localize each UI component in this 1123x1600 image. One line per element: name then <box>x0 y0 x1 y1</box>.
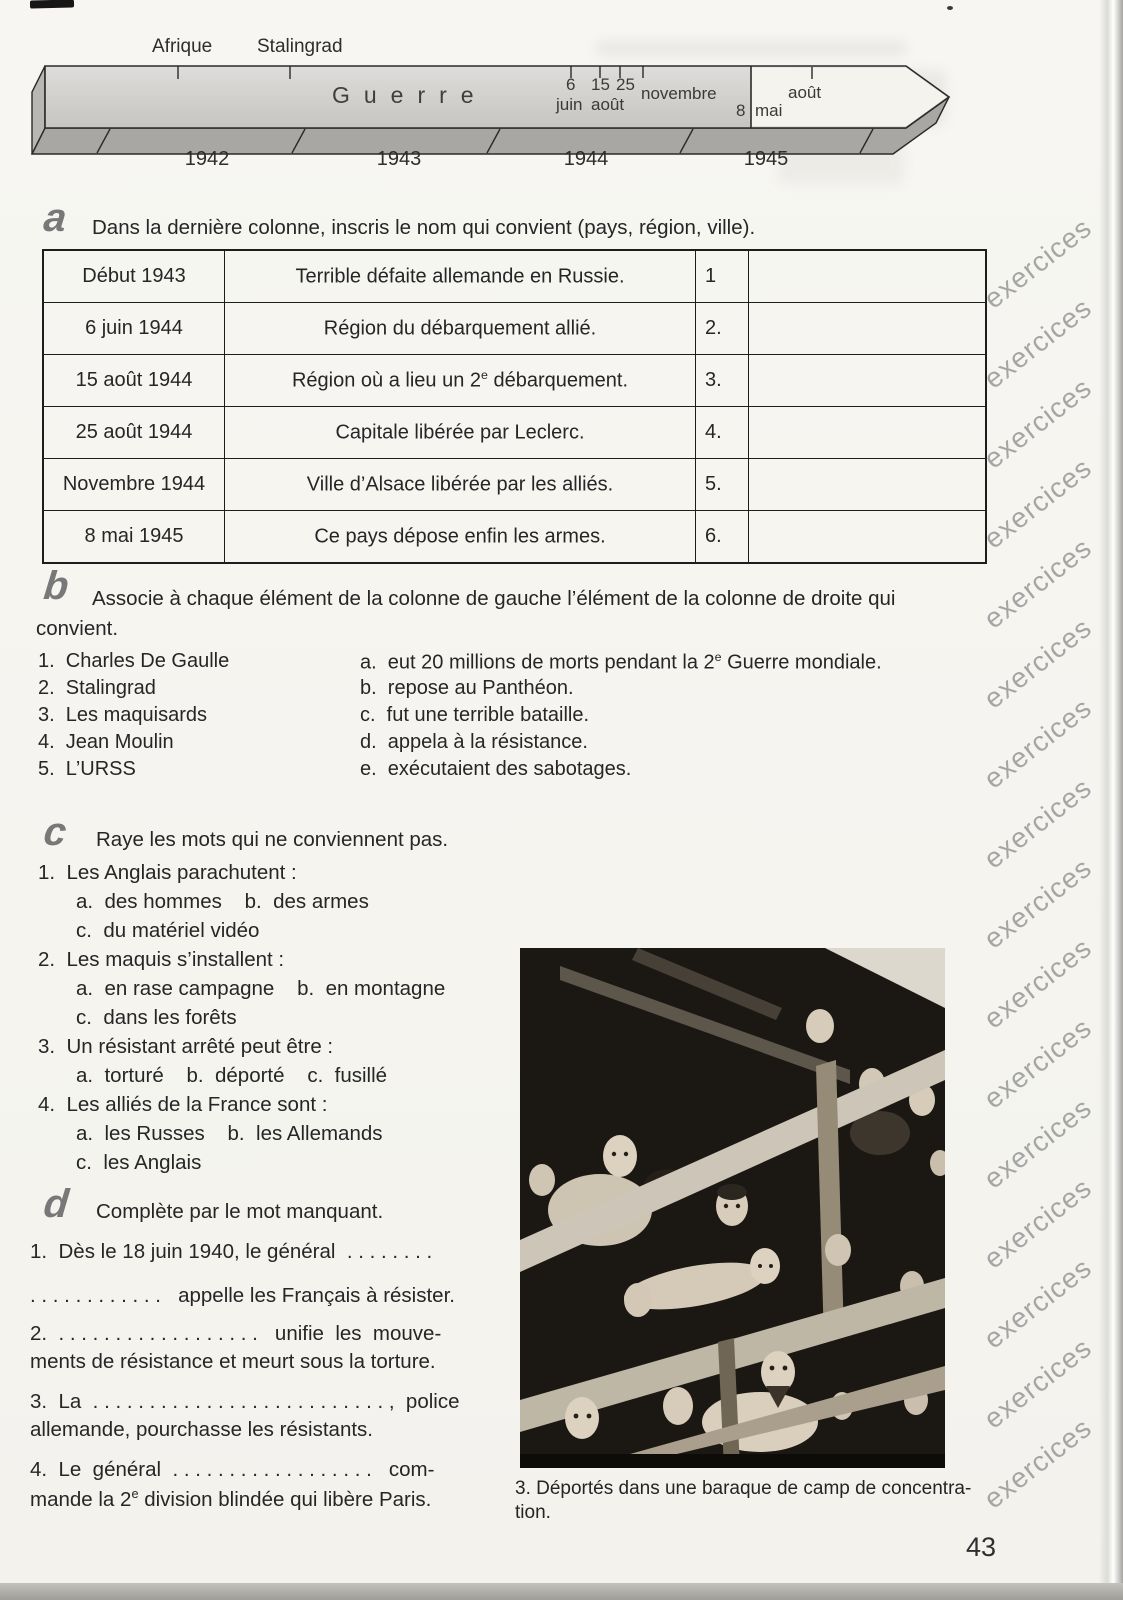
timeline-date-juin: juin <box>556 95 583 114</box>
table-row <box>43 355 986 407</box>
timeline-date-novembre: novembre <box>641 84 717 103</box>
watermark-text: exercices <box>978 531 1098 635</box>
timeline-label-afrique: Afrique <box>152 36 213 57</box>
table-row <box>43 459 986 511</box>
match-text: d. appela à la résistance. <box>360 731 588 753</box>
fill-text: . . . . . . . . . . . . appelle les Français à résister. <box>30 1284 455 1307</box>
fill-blank-line: 3. La . . . . . . . . . . . . . . . . . . . . . . . . . . , police <box>30 1390 460 1413</box>
match-text: a. eut 20 millions de morts pendant la 2 <box>360 651 715 674</box>
match-text: Guerre mondiale. <box>721 651 882 674</box>
exercise-d-instruction: Complète par le mot manquant. <box>96 1200 384 1223</box>
cell-answer-blank <box>749 511 987 564</box>
watermark-text: exercices <box>978 931 1098 1035</box>
strike-exercise-line: c. les Anglais <box>76 1151 202 1174</box>
fill-blank-line <box>30 1284 455 1308</box>
cell-date: Début 1943 <box>43 250 225 303</box>
exercise-a-letter: a <box>41 196 69 240</box>
cell-date: 25 août 1944 <box>43 407 225 459</box>
table-row <box>43 250 986 303</box>
exercise-c-letter: c <box>41 810 69 854</box>
watermark-text: exercices <box>978 1171 1098 1275</box>
fill-text: ments de résistance et meurt sous la torture. <box>30 1350 436 1373</box>
match-right-item <box>360 758 631 781</box>
timeline-year-1943: 1943 <box>376 148 422 170</box>
timeline-date-8: 8 <box>736 101 746 120</box>
watermark-text: exercices <box>978 291 1098 395</box>
match-left-item: 3. Les maquisards <box>38 704 207 726</box>
match-right-item <box>360 677 574 700</box>
cell-answer-blank <box>749 355 987 407</box>
timeline-date-aout45: août <box>788 83 822 102</box>
watermark-text: exercices <box>978 851 1098 955</box>
strike-exercise-line: 1. Les Anglais parachutent : <box>38 861 297 884</box>
match-sup: e <box>714 650 722 664</box>
strike-exercise-line: c. du matériel vidéo <box>76 919 260 942</box>
watermark-text: exercices <box>978 771 1098 875</box>
cell-number: 4. <box>696 407 749 459</box>
match-left-item: 4. Jean Moulin <box>38 731 174 753</box>
strike-exercise-line: a. les Russes b. les Allemands <box>76 1122 383 1145</box>
cell-number: 1 <box>696 250 749 303</box>
cell-description <box>225 355 696 407</box>
desc-text: débarquement. <box>487 369 629 392</box>
page-edge-shadow-right <box>1099 0 1123 1600</box>
fill-blank-line: 2. . . . . . . . . . . . . . . . . . . unifie les mouve- <box>30 1322 442 1345</box>
table-row <box>43 511 986 564</box>
desc-text: Capitale libérée par Leclerc. <box>335 421 585 444</box>
match-left-item: 2. Stalingrad <box>38 677 156 699</box>
fill-text: allemande, pourchasse les résistants. <box>30 1418 373 1441</box>
match-left-item: 1. Charles De Gaulle <box>38 650 230 672</box>
fill-blank-line <box>30 1350 436 1374</box>
fill-text: division blindée qui libère Paris. <box>138 1487 432 1511</box>
photo-caption-line2: tion. <box>515 1502 551 1523</box>
match-right-item <box>360 704 589 727</box>
cell-answer-blank <box>749 407 987 459</box>
photo-caption-line1: 3. Déportés dans une baraque de camp de concentra- <box>515 1478 972 1499</box>
fill-blank-line <box>30 1418 373 1442</box>
timeline-date-aout44: août <box>591 95 625 114</box>
match-text: c. fut une terrible bataille. <box>360 704 590 726</box>
timeline-bar-word: Guerre <box>332 82 488 108</box>
exercise-d-letter: d <box>41 1182 71 1226</box>
cell-number: 2. <box>696 303 749 355</box>
strike-exercise-line: a. des hommes b. des armes <box>76 890 369 913</box>
table-row <box>43 303 986 355</box>
match-left-item: 5. L’URSS <box>38 758 136 780</box>
cell-answer-blank <box>749 250 987 303</box>
watermark-text: exercices <box>978 691 1098 795</box>
timeline-date-mai: mai <box>755 101 783 120</box>
timeline-label-stalingrad: Stalingrad <box>257 36 343 57</box>
exercise-a-instruction: Dans la dernière colonne, inscris le nom qui convient (pays, région, ville). <box>92 216 756 239</box>
cell-date: Novembre 1944 <box>43 459 225 511</box>
cell-number: 6. <box>696 511 749 564</box>
match-right-item <box>360 650 882 675</box>
timeline <box>0 0 1123 195</box>
cell-date: 15 août 1944 <box>43 355 225 407</box>
cell-description <box>225 303 696 355</box>
match-text: b. repose au Panthéon. <box>360 677 574 699</box>
strike-exercise-line: 3. Un résistant arrêté peut être : <box>38 1035 334 1058</box>
concentration-camp-photo <box>520 948 945 1468</box>
strike-exercise-line: 2. Les maquis s’installent : <box>38 948 285 971</box>
watermark-text: exercices <box>978 371 1098 475</box>
fill-blank-line: 4. Le général . . . . . . . . . . . . . . . . . . com- <box>30 1458 435 1481</box>
watermark-text: exercices <box>978 1251 1098 1355</box>
watermark-text: exercices <box>978 451 1098 555</box>
exercise-c-instruction: Raye les mots qui ne conviennent pas. <box>96 828 449 851</box>
cell-answer-blank <box>749 303 987 355</box>
cell-date: 8 mai 1945 <box>43 511 225 564</box>
table-row <box>43 407 986 459</box>
cell-description <box>225 250 696 303</box>
strike-exercise-line: a. en rase campagne b. en montagne <box>76 977 446 1000</box>
cell-number: 5. <box>696 459 749 511</box>
strike-exercise-line: 4. Les alliés de la France sont : <box>38 1093 328 1116</box>
match-right-item <box>360 731 588 754</box>
timeline-date-6: 6 <box>566 75 576 94</box>
desc-text: Ce pays dépose enfin les armes. <box>314 525 606 548</box>
strike-exercise-line: c. dans les forêts <box>76 1006 237 1029</box>
watermark-text: exercices <box>978 1091 1098 1195</box>
exercise-a-table <box>42 249 987 564</box>
desc-text: Ville d’Alsace libérée par les alliés. <box>306 473 614 496</box>
timeline-date-15: 15 <box>591 75 610 94</box>
page-edge-shadow-bottom <box>0 1583 1123 1600</box>
cell-number: 3. <box>696 355 749 407</box>
desc-text: Région du débarquement allié. <box>323 317 597 340</box>
cell-description <box>225 511 696 564</box>
page-number: 43 <box>966 1532 997 1562</box>
timeline-date-25: 25 <box>616 75 635 94</box>
timeline-year-1945: 1945 <box>743 148 789 170</box>
cell-answer-blank <box>749 459 987 511</box>
strike-exercise-line: a. torturé b. déporté c. fusillé <box>76 1064 388 1087</box>
match-text: e. exécutaient des sabotages. <box>360 758 632 780</box>
fill-blank-line: 1. Dès le 18 juin 1940, le général . . . . . . . . <box>30 1240 433 1263</box>
fill-blank-line <box>30 1486 431 1512</box>
desc-sup: e <box>481 368 488 383</box>
watermark-text: exercices <box>978 1411 1098 1515</box>
cell-description <box>225 407 696 459</box>
fill-text: mande la 2 <box>30 1487 132 1511</box>
timeline-year-1942: 1942 <box>184 148 230 170</box>
watermark-text: exercices <box>978 611 1098 715</box>
desc-text: Région où a lieu un 2 <box>291 369 482 392</box>
timeline-year-1944: 1944 <box>563 148 609 170</box>
fill-sup: e <box>131 1486 139 1501</box>
watermark-text: exercices <box>978 1011 1098 1115</box>
cell-date: 6 juin 1944 <box>43 303 225 355</box>
desc-text: Terrible défaite allemande en Russie. <box>295 265 625 288</box>
exercise-b-letter: b <box>41 564 71 608</box>
watermark-text: exercices <box>978 1331 1098 1435</box>
watermark-text: exercices <box>978 211 1098 315</box>
exercise-b-instruction: Associe à chaque élément de la colonne de gauche l’élément de la colonne de droite qui convient. <box>36 587 896 640</box>
cell-description <box>225 459 696 511</box>
